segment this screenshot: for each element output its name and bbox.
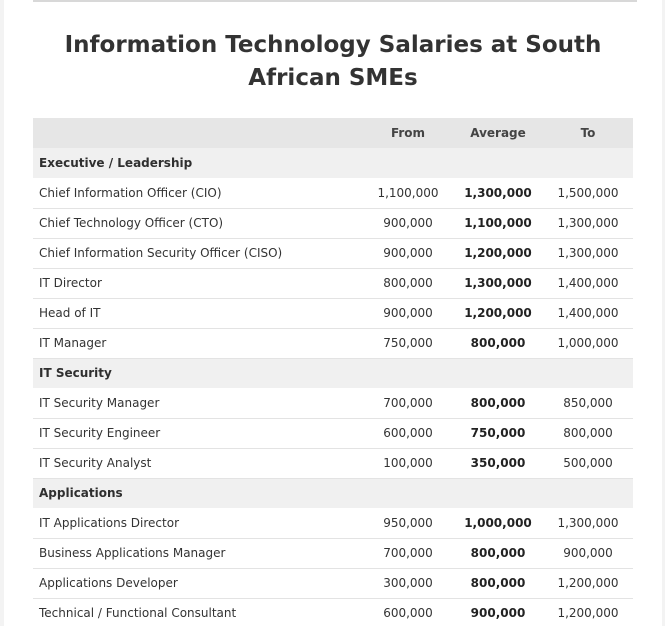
from-cell: 600,000: [363, 598, 453, 626]
role-cell: Chief Technology Officer (CTO): [33, 208, 363, 238]
to-cell: 1,000,000: [543, 328, 633, 358]
role-cell: IT Security Engineer: [33, 418, 363, 448]
to-cell: 800,000: [543, 418, 633, 448]
role-cell: Head of IT: [33, 298, 363, 328]
to-cell: 1,300,000: [543, 238, 633, 268]
from-cell: 800,000: [363, 268, 453, 298]
to-cell: 900,000: [543, 538, 633, 568]
average-cell: 350,000: [453, 448, 543, 478]
from-cell: 900,000: [363, 208, 453, 238]
role-cell: Chief Information Security Officer (CISO): [33, 238, 363, 268]
from-cell: 100,000: [363, 448, 453, 478]
section-title: IT Security: [39, 366, 112, 381]
article-card: [4, 0, 662, 626]
table-row: [33, 268, 633, 298]
header-to: To: [580, 126, 596, 140]
from-cell: 900,000: [363, 238, 453, 268]
to-cell: 500,000: [543, 448, 633, 478]
average-cell: 1,100,000: [453, 208, 543, 238]
role-cell: Applications Developer: [33, 568, 363, 598]
header-average: Average: [470, 126, 526, 140]
role-cell: IT Applications Director: [33, 508, 363, 538]
table-row: [33, 238, 633, 268]
table-row: [33, 538, 633, 568]
average-cell: 1,200,000: [453, 298, 543, 328]
table-row: [33, 328, 633, 358]
average-cell: 750,000: [453, 418, 543, 448]
from-cell: 900,000: [363, 298, 453, 328]
to-cell: 1,300,000: [543, 208, 633, 238]
header-role: [33, 118, 363, 148]
to-cell: 1,400,000: [543, 268, 633, 298]
average-cell: 1,300,000: [453, 178, 543, 208]
table-row: [33, 508, 633, 538]
to-cell: 1,200,000: [543, 598, 633, 626]
table-row: [33, 298, 633, 328]
role-cell: Business Applications Manager: [33, 538, 363, 568]
from-cell: 700,000: [363, 538, 453, 568]
from-cell: 950,000: [363, 508, 453, 538]
role-cell: IT Director: [33, 268, 363, 298]
table-body: [33, 148, 633, 626]
top-divider: [33, 0, 637, 2]
salary-table: [33, 118, 633, 626]
from-cell: 600,000: [363, 418, 453, 448]
to-cell: 1,200,000: [543, 568, 633, 598]
role-cell: Chief Information Officer (CIO): [33, 178, 363, 208]
from-cell: 300,000: [363, 568, 453, 598]
section-header-row: [33, 358, 633, 388]
section-header-row: [33, 478, 633, 508]
from-cell: 750,000: [363, 328, 453, 358]
average-cell: 800,000: [453, 328, 543, 358]
section-header-row: [33, 148, 633, 178]
to-cell: 1,300,000: [543, 508, 633, 538]
table-row: [33, 418, 633, 448]
average-cell: 900,000: [453, 598, 543, 626]
from-cell: 700,000: [363, 388, 453, 418]
average-cell: 1,000,000: [453, 508, 543, 538]
to-cell: 850,000: [543, 388, 633, 418]
to-cell: 1,500,000: [543, 178, 633, 208]
table-row: [33, 448, 633, 478]
role-cell: Technical / Functional Consultant: [33, 598, 363, 626]
role-cell: IT Manager: [33, 328, 363, 358]
role-cell: IT Security Analyst: [33, 448, 363, 478]
table-row: [33, 178, 633, 208]
average-cell: 1,200,000: [453, 238, 543, 268]
average-cell: 800,000: [453, 388, 543, 418]
table-row: [33, 598, 633, 626]
average-cell: 800,000: [453, 538, 543, 568]
table-row: [33, 568, 633, 598]
average-cell: 1,300,000: [453, 268, 543, 298]
header-from: From: [390, 126, 426, 140]
table-row: [33, 388, 633, 418]
role-cell: IT Security Manager: [33, 388, 363, 418]
from-cell: 1,100,000: [363, 178, 453, 208]
to-cell: 1,400,000: [543, 298, 633, 328]
section-title: Applications: [39, 486, 123, 501]
table-row: [33, 208, 633, 238]
table-header: [33, 118, 633, 148]
header-row: [33, 118, 633, 148]
page-title: Information Technology Salaries at South African SMEs: [64, 32, 602, 91]
average-cell: 800,000: [453, 568, 543, 598]
section-title: Executive / Leadership: [39, 156, 193, 170]
